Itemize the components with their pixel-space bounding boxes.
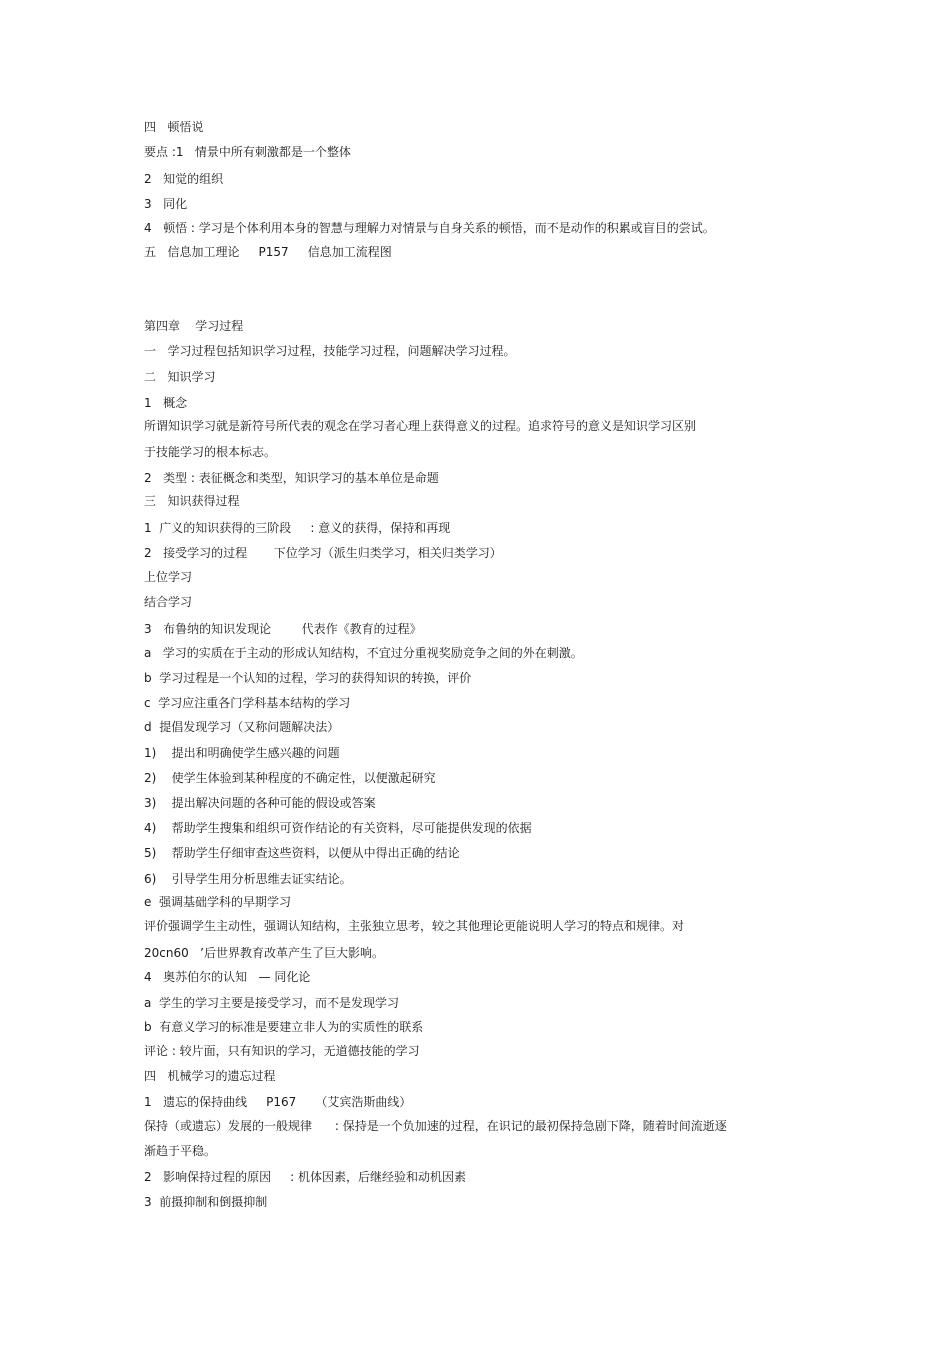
list-item: 5) 帮助学生仔细审查这些资料，以便从中得出正确的结论 — [144, 846, 460, 860]
text-line: 要点 :1 情景中所有刺激都是一个整体 — [144, 145, 351, 159]
text-line: d 提倡发现学习（又称问题解决法） — [144, 720, 340, 734]
text-line: 1 广义的知识获得的三阶段 : 意义的获得，保持和再现 — [144, 521, 451, 535]
text-line: 4 奥苏伯尔的认知 — 同化论 — [144, 970, 311, 984]
text-line: c 学习应注重各门学科基本结构的学习 — [144, 696, 351, 710]
text-line: 所谓知识学习就是新符号所代表的观念在学习者心理上获得意义的过程。追求符号的意义是知识学习区别 — [144, 419, 697, 433]
text-line: b 学习过程是一个认知的过程，学习的获得知识的转换，评价 — [144, 671, 472, 685]
heading-information-processing: 五 信息加工理论 P157 信息加工流程图 — [144, 245, 392, 259]
text-line: e 强调基础学科的早期学习 — [144, 895, 292, 909]
text-line: 保持（或遗忘）发展的一般规律 : 保持是一个负加速的过程，在识记的最初保持急剧下降，随着时间流逝逐 — [144, 1119, 727, 1133]
text-line: 2 类型 : 表征概念和类型，知识学习的基本单位是命题 — [144, 471, 439, 485]
chapter-title: 第四章 学习过程 — [144, 319, 244, 333]
text-line: b 有意义学习的标准是要建立非人为的实质性的联系 — [144, 1020, 424, 1034]
text-line: 于技能学习的根本标志。 — [144, 445, 277, 459]
text-line: a 学习的实质在于主动的形成认知结构，不宜过分重视奖励竞争之间的外在刺激。 — [144, 646, 583, 660]
text-line: 3 前摄抑制和倒摄抑制 — [144, 1195, 268, 1209]
section-heading: 三 知识获得过程 — [144, 494, 240, 508]
list-item: 2) 使学生体验到某种程度的不确定性，以便激起研究 — [144, 771, 436, 785]
text-line: a 学生的学习主要是接受学习，而不是发现学习 — [144, 996, 399, 1010]
list-item: 4) 帮助学生搜集和组织可资作结论的有关资料，尽可能提供发现的依据 — [144, 821, 532, 835]
text-line: 评论 : 较片面，只有知识的学习，无道德技能的学习 — [144, 1044, 420, 1058]
text-line: 4 顿悟 : 学习是个体利用本身的智慧与理解力对情景与自身关系的顿悟，而不是动作的积累或盲目的尝试。 — [144, 221, 715, 235]
text-line: 一 学习过程包括知识学习过程，技能学习过程，问题解决学习过程。 — [144, 344, 516, 358]
text-line: 结合学习 — [144, 595, 193, 609]
text-line: 2 知觉的组织 — [144, 172, 224, 186]
text-line: 上位学习 — [144, 570, 193, 584]
section-heading: 四 机械学习的遗忘过程 — [144, 1069, 276, 1083]
text-line: 评价强调学生主动性，强调认知结构，主张独立思考，较之其他理论更能说明人学习的特点和规律。对 — [144, 919, 685, 933]
text-line: 3 同化 — [144, 197, 188, 211]
text-line: 2 接受学习的过程 下位学习（派生归类学习，相关归类学习） — [144, 546, 502, 560]
text-line: 3 布鲁纳的知识发现论 代表作《教育的过程》 — [144, 622, 422, 636]
section-heading: 二 知识学习 — [144, 370, 216, 384]
text-line: 1 概念 — [144, 396, 188, 410]
text-line: 渐趋于平稳。 — [144, 1144, 217, 1158]
list-item: 3) 提出解决问题的各种可能的假设或答案 — [144, 796, 376, 810]
text-line: 2 影响保持过程的原因 : 机体因素，后继经验和动机因素 — [144, 1170, 467, 1184]
text-line: 20cn60 ’后世界教育改革产生了巨大影响。 — [144, 946, 385, 960]
heading-insight-theory: 四 顿悟说 — [144, 120, 204, 134]
list-item: 1) 提出和明确使学生感兴趣的问题 — [144, 746, 340, 760]
list-item: 6) 引导学生用分析思维去证实结论。 — [144, 872, 352, 886]
text-line: 1 遗忘的保持曲线 P167 （艾宾浩斯曲线） — [144, 1095, 412, 1109]
